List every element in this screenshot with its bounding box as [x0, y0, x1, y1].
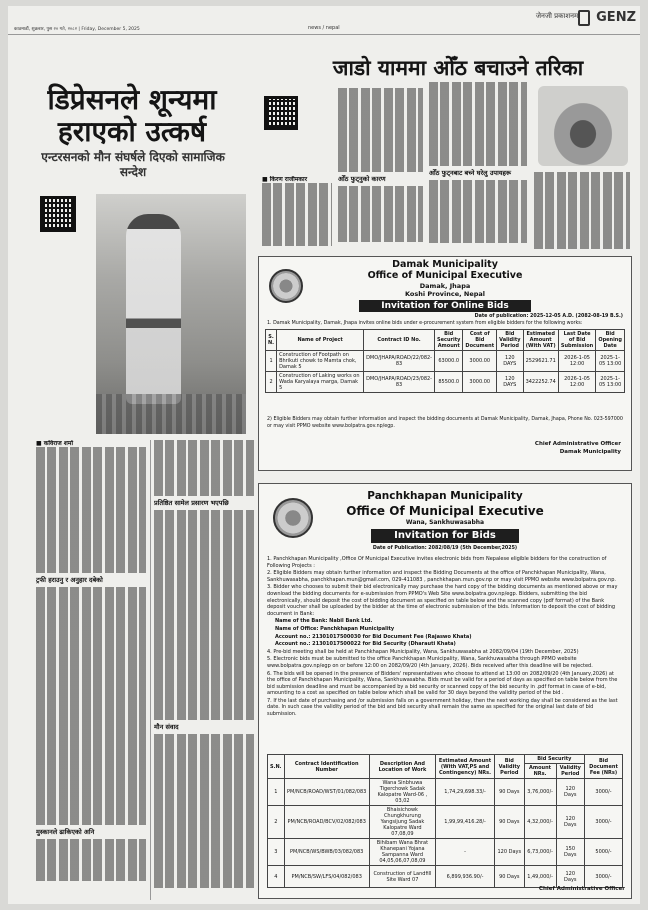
table-cell: 6,899,936.90/- — [436, 866, 495, 888]
table-cell: 1 — [266, 351, 277, 372]
ad2-signature: Chief Administrative Officer — [538, 886, 625, 892]
ad2-bank-name: Name of the Bank: Nabil Bank Ltd. — [275, 618, 373, 625]
table-cell: 2026-1-05 12:00 — [558, 372, 595, 393]
table-cell: 63000.0 — [435, 351, 463, 372]
right-article-subhead-2: ओँठ फुट्नबाट बच्ने घरेलु उपायहरू — [429, 169, 512, 177]
table-cell: 3000/- — [585, 779, 623, 806]
table-header: Contract ID No. — [364, 330, 435, 351]
qr-code-icon — [264, 96, 298, 130]
right-article-column-1 — [262, 176, 332, 254]
left-article-byline: ■ कविराज शर्मा — [36, 440, 74, 447]
section-label: news / nepal — [308, 25, 340, 31]
newspaper-page — [8, 6, 640, 904]
table-cell: 150 Days — [556, 839, 584, 866]
table-cell: Bihibam Wana Bhrat Khanepani Yojana Sampanna Ward 04,05,06,07,08,09 — [369, 839, 435, 866]
lips-photo — [538, 86, 628, 166]
ad2-point: 2. Eligible Bidders may obtain further information and inspect the Bidding Documents at the office of Panchkhapan Municipality, Wana, Sankhuwasabha, panchkhapan.mun@gmail.com, 029-411083 , panchkhapan.mun.gov.np or may visit PPMO website www.bolpatra.gov.np. — [267, 570, 616, 583]
brand-logo-icon — [578, 10, 590, 26]
right-article-column-4 — [534, 172, 630, 254]
table-row — [268, 839, 623, 866]
ad2-office-name: Name of Office: Panchkhapan Municipality — [275, 625, 395, 632]
table-cell: Construction of Landfill Site Ward 07 — [369, 866, 435, 888]
ad2-point: 6. The bids will be opened in the presence of Bidders' representatives who choose to attend at 13:00 on 2082/09/20 (4th January,2026) at the office of Panchkhapan Municipality, Wana, Sankhuwasabha. Bids must be valid for a period of days as specified on table below from the bid submission deadline and must be accompanied by a bid security or scanned copy of the bid security in .pdf format in case of e-bid, amounting to a cost as specified on table below which shall be valid for 30 days beyond the validity period of the bid . — [267, 670, 618, 697]
left-article-subhead-3: प्रतिष्ठित सामेल प्रसारण भएपछि — [154, 499, 229, 507]
table-cell: PM/NCB/WS/BWB/03/082/083 — [284, 839, 369, 866]
left-article-subhead-2: मुस्कानले ढाकिएको अनि — [36, 828, 95, 836]
table-cell: 1 — [268, 779, 285, 806]
table-cell: 1,99,99,416.28/- — [436, 806, 495, 839]
table-cell: 120 Days — [556, 806, 584, 839]
table-header: Amount NRs. — [524, 764, 556, 779]
table-cell: 2529621.71 — [523, 351, 558, 372]
publisher-tagline: जेनजी प्रकाशनमा — [535, 12, 580, 20]
ad1-note: 2) Eligible Bidders may obtain further information and inspect the bidding documents at Damak Municipality, Damak, Jhapa, Phone No. 023-597000 or may visit PPMO website www.bolpatra.gov.np/egp. — [267, 417, 623, 429]
damak-bid-notice — [258, 256, 632, 471]
left-article-column-2 — [154, 440, 254, 900]
left-article-subheadline: एन्टरसनको मौन संघर्षले दिएको सामाजिक सन्देश — [41, 150, 225, 179]
ad1-office: Office of Municipal Executive — [367, 270, 523, 281]
table-cell: 90 Days — [494, 779, 524, 806]
ad2-date: Date of Publication: 2082/08/19 (5th December,2025) — [372, 546, 518, 551]
left-article-headline: डिप्रेसनले शून्यमा हराएको उत्कर्ष — [47, 83, 217, 148]
table-cell: PM/NCB/ROAD/BCV/02/082/083 — [284, 806, 369, 839]
ad2-point: 4. Pre-bid meeting shall be held at Panchkhapan Municipality, Wana, Sankhuwasabha at 2082/09/04 (19th December, 2025) — [267, 648, 579, 655]
masthead — [8, 6, 640, 35]
table-cell: 5000/- — [585, 839, 623, 866]
ad2-account-fee: Account no.: 21301017500030 for Bid Document Fee (Rajaswo Khata) — [275, 633, 472, 640]
ad1-banner: Invitation for Online Bids — [359, 300, 531, 312]
table-cell: 120 DAYS — [497, 372, 523, 393]
table-cell: 3422252.74 — [523, 372, 558, 393]
ad1-bid-table — [265, 329, 625, 393]
table-cell: Construction of Footpath on Bhrikuti chowk to Mamta chok, Damak 5 — [277, 351, 364, 372]
ad2-points — [267, 556, 623, 719]
table-header: Bid Validity Period — [497, 330, 523, 351]
table-header: Contract Identification Number — [284, 755, 369, 779]
ad2-point: 3. Bidder who chooses to submit their bid electronically may purchase the hard copy of the bidding documents as mentioned above or may download the bidding documents for e-submission from PPMO's Web Site www.bolpatra.gov.np/egp. Bidders, submitting the bid electronically, should deposit the cost of bidding document as specified on table below and the scanned copy (pdf format) of the Bank deposit voucher shall be uploaded by the bidder at the time of electronic submission of the bids. Information to deposit the cost of bidding document in Bank: — [267, 584, 618, 617]
table-cell: 3000/- — [585, 806, 623, 839]
table-header: Bid Document Fee (NRs) — [585, 755, 623, 779]
table-header: Bid Validity Period — [494, 755, 524, 779]
table-cell: 2025-1-05 13:00 — [596, 351, 625, 372]
ad1-address-2: Koshi Province, Nepal — [404, 290, 485, 298]
table-cell: 85500.0 — [435, 372, 463, 393]
ad2-account-security: Account no.: 21301017500022 for Bid Security (Dharauti Khata) — [275, 641, 456, 648]
right-article-column-2 — [338, 88, 423, 254]
table-cell: Wana Sinbhuwa Tigerchowk Sadak Kalopatre Ward-06 , 03,02 — [369, 779, 435, 806]
table-cell: - — [436, 839, 495, 866]
table-cell: 120 DAYS — [497, 351, 523, 372]
ad2-banner: Invitation for Bids — [371, 529, 519, 543]
ad2-point: 5. Electronic bids must be submitted to the office Panchkhapan Municipality, Wana, Sankhuwasabha through PPMO website www.bolpatra.gov.np/egp on or before 12:00 on 2082/09/20 (4th January, 2026). Bids received after this deadline will be rejected. — [267, 656, 593, 669]
qr-code-icon — [40, 196, 76, 232]
table-cell: DMO/JHAPA/ROAD/22/082-83 — [364, 351, 435, 372]
ad1-signature-2: Damak Municipality — [559, 449, 621, 455]
table-header: Estimated Amount (With VAT,PS and Contingency) NRs. — [436, 755, 495, 779]
table-cell: 3,76,000/- — [524, 779, 556, 806]
issue-date: काठमाडौं, शुक्रबार, पुस २० गते, २०८२ | Friday, December 5, 2025 — [14, 27, 140, 32]
left-article-subhead-1: ट्रफी हराउनु र अनुहार दबेको — [36, 576, 103, 584]
table-cell: 3 — [268, 839, 285, 866]
ad1-signature-1: Chief Administrative Officer — [534, 441, 621, 447]
table-cell: DMO/JHAPA/ROAD/23/082-83 — [364, 372, 435, 393]
table-row — [268, 866, 623, 888]
right-article-headline: जाडो याममा ओँठ बचाउने तरिका — [332, 56, 584, 80]
table-cell: 3000/- — [585, 866, 623, 888]
ad2-point: 7. If the last date of purchasing and /or submission falls on a government holiday, then the next working day shall be considered as the last date. In such case the validity period of the bid and bid security shall remain the same as specified for the original last date of bid submission. — [267, 697, 618, 718]
table-row — [268, 806, 623, 839]
right-article-subhead-1: ओँठ फुट्नुको कारण — [338, 175, 386, 183]
table-header: Estimated Amount (With VAT) — [523, 330, 558, 351]
table-row — [266, 351, 625, 372]
right-article-column-3 — [429, 82, 527, 254]
left-article-column-1 — [36, 440, 146, 900]
football-player-photo — [96, 194, 246, 434]
brand-name: GENZ — [596, 10, 636, 25]
table-cell: 1,49,000/- — [524, 866, 556, 888]
ad1-date: Date of publication: 2025-12-05 A.D. (2082-08-19 B.S.) — [474, 314, 623, 319]
ad2-address: Wana, Sankhuwasabha — [405, 519, 485, 526]
table-header: Bid Security — [524, 755, 584, 764]
table-header: Last Date of Bid Submission — [558, 330, 595, 351]
table-header: Cost of Bid Document — [463, 330, 497, 351]
table-cell: 4 — [268, 866, 285, 888]
table-cell: 6,73,000/- — [524, 839, 556, 866]
table-cell: Construction of Laking works on Wada Karyalaya marga, Damak 5 — [277, 372, 364, 393]
table-header: Bid Opening Date — [596, 330, 625, 351]
table-row — [268, 779, 623, 806]
ad2-bid-table — [267, 754, 623, 888]
table-cell: Bhaisichowk Chungkhurung Yangsijung Sadak Kalopatre Ward 07,08,09 — [369, 806, 435, 839]
table-header: S.N. — [268, 755, 285, 779]
table-cell: 3000.00 — [463, 372, 497, 393]
table-row — [266, 372, 625, 393]
table-cell: 2025-1-05 13:00 — [596, 372, 625, 393]
right-article-byline: ■ किरण राजीमकार — [262, 176, 308, 183]
table-cell: 1,74,29,698.33/- — [436, 779, 495, 806]
table-cell: 120 Days — [556, 866, 584, 888]
table-cell: 90 Days — [494, 866, 524, 888]
table-cell: 3000.00 — [463, 351, 497, 372]
table-header: Name of Project — [277, 330, 364, 351]
table-header: Description And Location of Work — [369, 755, 435, 779]
ad1-org: Damak Municipality — [392, 259, 498, 270]
table-cell: PM/NCB/SW/LFS/04/082/083 — [284, 866, 369, 888]
table-header: S. N. — [266, 330, 277, 351]
table-cell: 120 Days — [556, 779, 584, 806]
ad1-address-1: Damak, Jhapa — [419, 282, 471, 290]
table-cell: 120 Days — [494, 839, 524, 866]
table-cell: 4,32,000/- — [524, 806, 556, 839]
ad2-point: 1. Panchkhapan Municipality ,Office Of Municipal Executive invites electronic bids from Nepalese eligible bidders for the construction of Following Projects : — [267, 556, 607, 569]
table-cell: 2 — [266, 372, 277, 393]
panchkhapan-bid-notice — [258, 483, 632, 899]
table-cell: PM/NCB/ROAD/WST/01/082/083 — [284, 779, 369, 806]
table-cell: 90 Days — [494, 806, 524, 839]
left-article-subhead-4: मौन संवाद — [154, 723, 179, 731]
ad2-office: Office Of Municipal Executive — [346, 504, 544, 518]
table-header: Validity Period — [556, 764, 584, 779]
table-cell: 2 — [268, 806, 285, 839]
ad1-intro: 1. Damak Municipality, Damak, Jhapa invites online bids under e-procurement system from eligible bidders for the following works: — [267, 321, 583, 326]
table-header: Bid Security Amount — [435, 330, 463, 351]
ad2-org: Panchkhapan Municipality — [367, 490, 523, 502]
table-cell: 2026-1-05 12:00 — [558, 351, 595, 372]
